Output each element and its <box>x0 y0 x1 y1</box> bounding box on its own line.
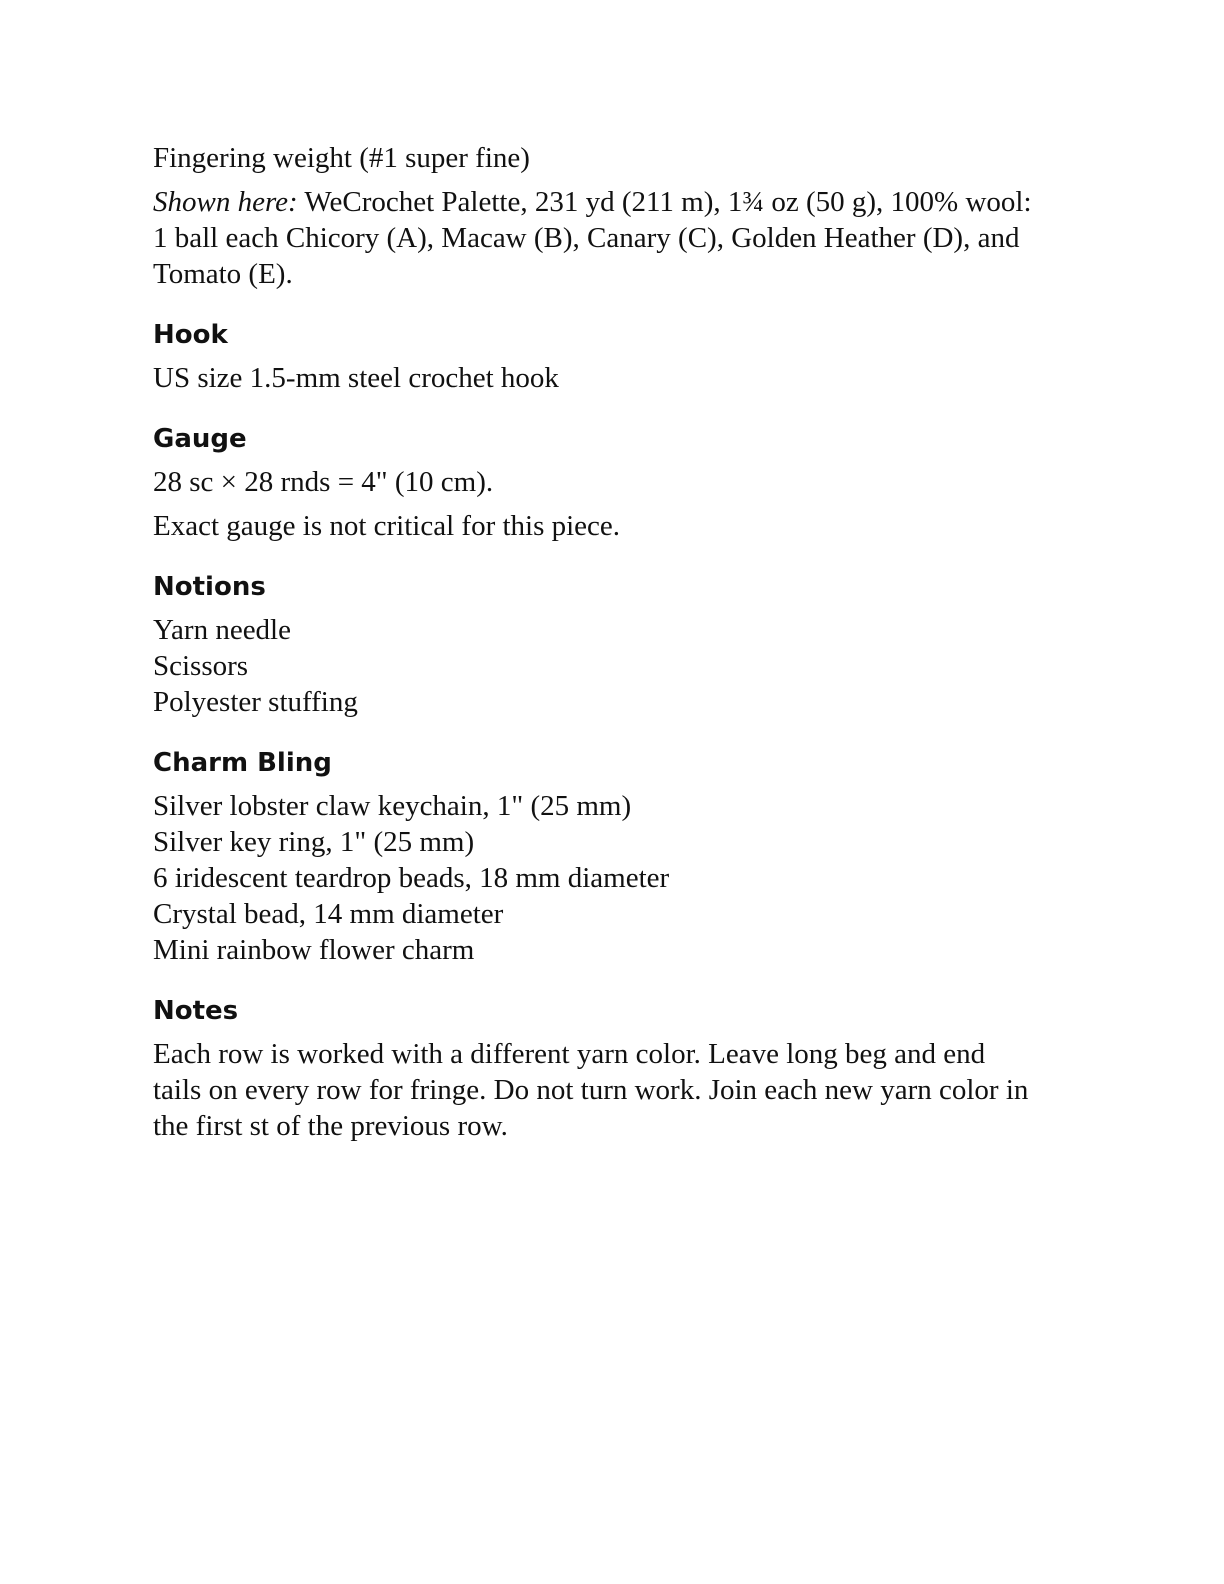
notions-heading: Notions <box>153 572 266 602</box>
yarn-section <box>153 140 1073 292</box>
notes-heading: Notes <box>153 996 239 1026</box>
charm-bling-heading: Charm Bling <box>153 748 332 778</box>
gauge-section <box>153 422 1073 544</box>
notes-line: tails on every row for fringe. Do not turn work. Join each new yarn color in <box>153 1074 1029 1106</box>
notes-section <box>153 994 1073 1144</box>
shown-here-paragraph <box>153 184 1073 292</box>
gauge-line-1: 28 sc × 28 rnds = 4" (10 cm). <box>153 466 494 498</box>
shown-here-line-2: 1 ball each Chicory (A), Macaw (B), Canary (C), Golden Heather (D), and <box>153 222 1020 254</box>
charm-bling-item: Silver lobster claw keychain, 1" (25 mm) <box>153 790 632 822</box>
charm-bling-item: Crystal bead, 14 mm diameter <box>153 898 504 930</box>
notions-item: Yarn needle <box>153 614 291 646</box>
notes-line: the first st of the previous row. <box>153 1110 508 1142</box>
document-page <box>153 140 1073 1144</box>
hook-text: US size 1.5-mm steel crochet hook <box>153 362 559 394</box>
charm-bling-item: Silver key ring, 1" (25 mm) <box>153 826 475 858</box>
notions-item: Polyester stuffing <box>153 686 358 718</box>
charm-bling-list <box>153 788 1073 968</box>
shown-here-line-1-text: WeCrochet Palette, 231 yd (211 m), 1¾ oz (50 g), 100% wool: <box>297 186 1032 218</box>
notions-list <box>153 612 1073 720</box>
gauge-heading: Gauge <box>153 424 247 454</box>
notions-item: Scissors <box>153 650 249 682</box>
hook-heading: Hook <box>153 320 228 350</box>
notions-section <box>153 570 1073 720</box>
gauge-line-2: Exact gauge is not critical for this piece. <box>153 510 621 542</box>
notes-paragraph <box>153 1036 1073 1144</box>
shown-here-line-1 <box>153 184 1073 220</box>
hook-section <box>153 318 1073 396</box>
yarn-weight: Fingering weight (#1 super fine) <box>153 142 530 174</box>
notes-line: Each row is worked with a different yarn color. Leave long beg and end <box>153 1038 986 1070</box>
charm-bling-section <box>153 746 1073 968</box>
shown-here-label: Shown here: <box>153 186 298 218</box>
shown-here-line-3: Tomato (E). <box>153 258 293 290</box>
charm-bling-item: Mini rainbow flower charm <box>153 934 475 966</box>
charm-bling-item: 6 iridescent teardrop beads, 18 mm diameter <box>153 862 670 894</box>
